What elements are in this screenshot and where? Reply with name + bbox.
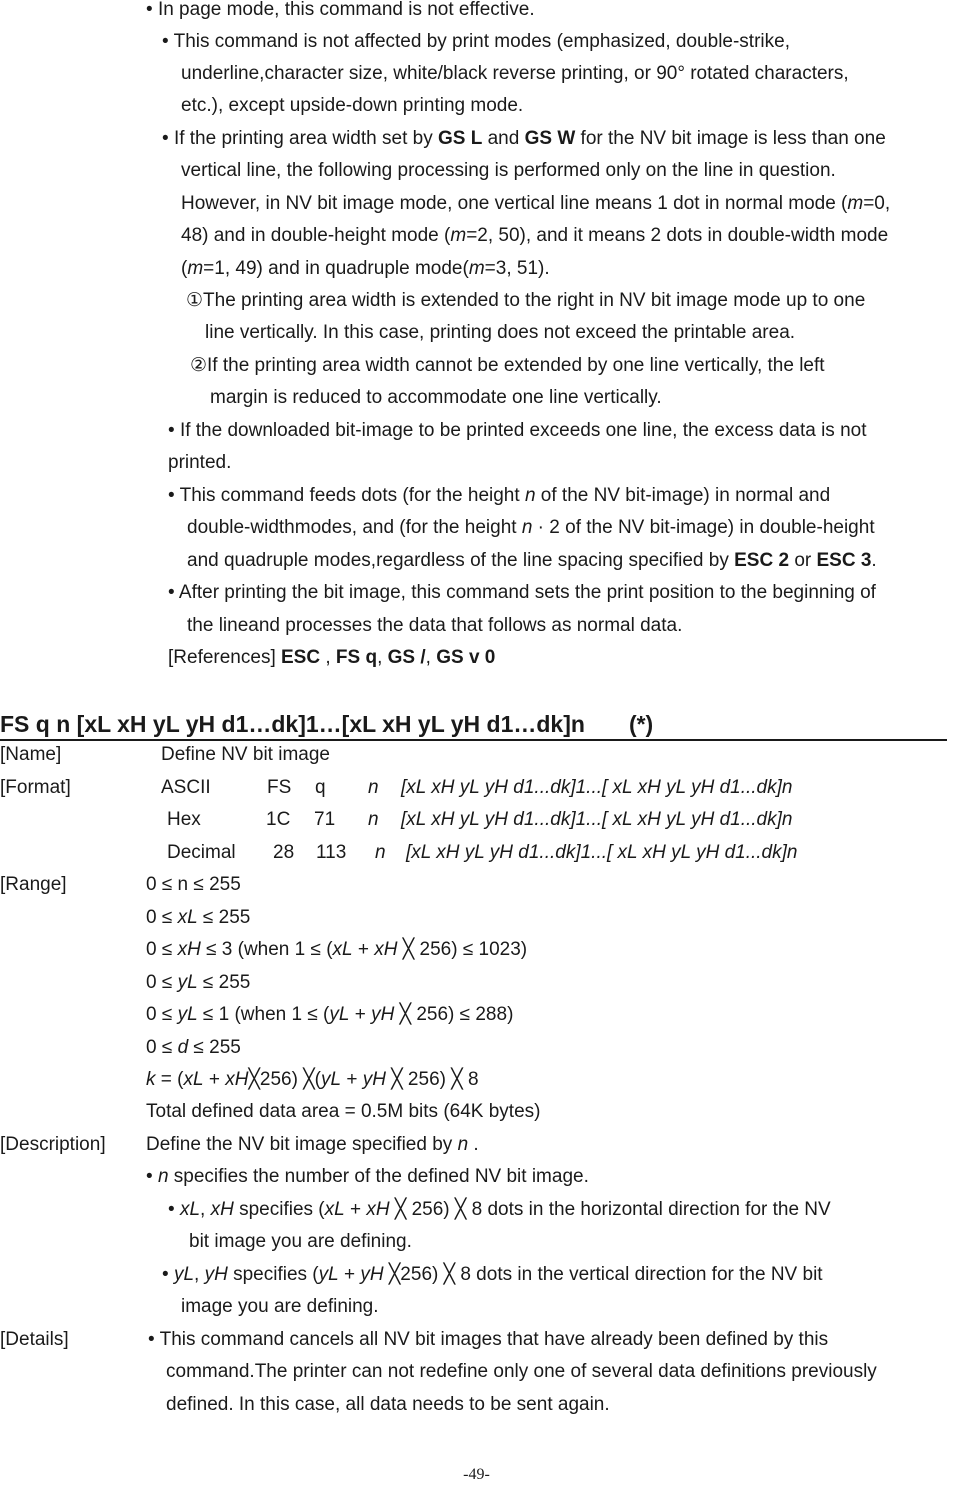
page-number: -49- — [463, 1466, 490, 1483]
range-label: [Range] — [0, 874, 67, 895]
note-page-mode: • In page mode, this command is not effective. — [146, 0, 535, 20]
note-print-modes-cont1: underline,character size, white/black reverse printing, or 90° rotated characters, — [181, 63, 849, 84]
note-exceeds-line-cont: printed. — [168, 452, 232, 473]
details-line-1: • This command cancels all NV bit images that have already been defined by this — [148, 1329, 829, 1350]
description-main: Define the NV bit image specified by n . — [146, 1134, 479, 1155]
range-yl: 0 ≤ yL ≤ 255 — [146, 972, 251, 993]
range-d: 0 ≤ d ≤ 255 — [146, 1037, 241, 1058]
format-decimal-c3: n — [375, 842, 386, 863]
range-k: k = (xL + xH╳256) ╳(yL + yH ╳ 256) ╳ 8 — [146, 1069, 479, 1090]
description-yl-yh-cont: image you are defining. — [181, 1296, 379, 1317]
details-line-2: command.The printer can not redefine only one of several data definitions previously — [166, 1361, 877, 1382]
references: [References] ESC , FS q, GS /, GS v 0 — [168, 647, 496, 668]
command-heading — [0, 709, 947, 741]
details-label: [Details] — [0, 1329, 69, 1350]
details-line-3: defined. In this case, all data needs to be sent again. — [166, 1394, 610, 1415]
format-hex-c1: 1C — [266, 809, 291, 830]
note-printing-area-cont1: vertical line, the following processing is performed only on the line in question. — [181, 160, 836, 181]
note-sub-item-1-cont: line vertically. In this case, printing does not exceed the printable area. — [205, 322, 796, 343]
description-xl-xh-cont: bit image you are defining. — [189, 1231, 412, 1252]
note-printing-area-cont4: (m=1, 49) and in quadruple mode(m=3, 51). — [181, 258, 550, 279]
note-sub-item-1: ①The printing area width is extended to the right in NV bit image mode up to one — [186, 290, 866, 311]
note-print-modes: • This command is not affected by print modes (emphasized, double-strike, — [162, 31, 790, 52]
format-ascii-kind: ASCII — [161, 777, 211, 798]
note-exceeds-line: • If the downloaded bit-image to be printed exceeds one line, the excess data is not — [168, 420, 867, 441]
format-decimal-c2: 113 — [316, 842, 347, 863]
range-total: Total defined data area = 0.5M bits (64K bytes) — [146, 1101, 541, 1122]
note-after-printing-cont: the lineand processes the data that follows as normal data. — [187, 615, 683, 636]
note-printing-area-cont2: However, in NV bit image mode, one vertical line means 1 dot in normal mode (m=0, — [181, 193, 891, 214]
note-after-printing: • After printing the bit image, this command sets the print position to the beginning of — [168, 582, 876, 603]
note-feeds-dots-cont2: and quadruple modes,regardless of the line spacing specified by ESC 2 or ESC 3. — [187, 550, 877, 571]
note-sub-item-2-cont: margin is reduced to accommodate one line vertically. — [210, 387, 662, 408]
note-print-modes-cont2: etc.), except upside-down printing mode. — [181, 95, 524, 116]
note-printing-area-cont3: 48) and in double-height mode (m=2, 50), and it means 2 dots in double-width mode — [181, 225, 889, 246]
range-yl-yh: 0 ≤ yL ≤ 1 (when 1 ≤ (yL + yH ╳ 256) ≤ 288) — [146, 1004, 514, 1025]
format-decimal-kind: Decimal — [167, 842, 236, 863]
description-n: • n specifies the number of the defined NV bit image. — [146, 1166, 589, 1187]
range-xl: 0 ≤ xL ≤ 255 — [146, 907, 251, 928]
format-hex-c4: [xL xH yL yH d1...dk]1...[ xL xH yL yH d1...dk]n — [401, 809, 793, 830]
range-xh: 0 ≤ xH ≤ 3 (when 1 ≤ (xL + xH ╳ 256) ≤ 1023) — [146, 939, 528, 960]
format-decimal-c1: 28 — [273, 842, 295, 863]
format-ascii-c3: n — [368, 777, 379, 798]
name-label: [Name] — [0, 744, 62, 765]
range-n: 0 ≤ n ≤ 255 — [146, 874, 241, 895]
description-xl-xh: • xL, xH specifies (xL + xH ╳ 256) ╳ 8 dots in the horizontal direction for the NV — [168, 1199, 831, 1220]
format-hex-kind: Hex — [167, 809, 201, 830]
note-sub-item-2: ②If the printing area width cannot be extended by one line vertically, the left — [190, 355, 825, 376]
note-feeds-dots-cont1: double-widthmodes, and (for the height n · 2 of the NV bit-image) in double-height — [187, 517, 875, 538]
format-ascii-c1: FS — [267, 777, 292, 798]
format-ascii-c4: [xL xH yL yH d1...dk]1...[ xL xH yL yH d1...dk]n — [401, 777, 793, 798]
command-heading-star: (*) — [628, 711, 654, 737]
description-label: [Description] — [0, 1134, 106, 1155]
format-hex-c3: n — [368, 809, 379, 830]
format-hex-c2: 71 — [314, 809, 336, 830]
note-feeds-dots: • This command feeds dots (for the height n of the NV bit-image) in normal and — [168, 485, 831, 506]
note-printing-area: • If the printing area width set by GS L and GS W for the NV bit image is less than one — [162, 128, 886, 149]
name-value: Define NV bit image — [161, 744, 330, 765]
format-label: [Format] — [0, 777, 71, 798]
description-yl-yh: • yL, yH specifies (yL + yH ╳256) ╳ 8 dots in the vertical direction for the NV bit — [162, 1264, 823, 1285]
format-decimal-c4: [xL xH yL yH d1...dk]1...[ xL xH yL yH d1...dk]n — [406, 842, 798, 863]
command-heading-text: FS q n [xL xH yL yH d1…dk]1…[xL xH yL yH d1…dk]n — [0, 711, 585, 737]
format-ascii-c2: q — [315, 777, 326, 798]
